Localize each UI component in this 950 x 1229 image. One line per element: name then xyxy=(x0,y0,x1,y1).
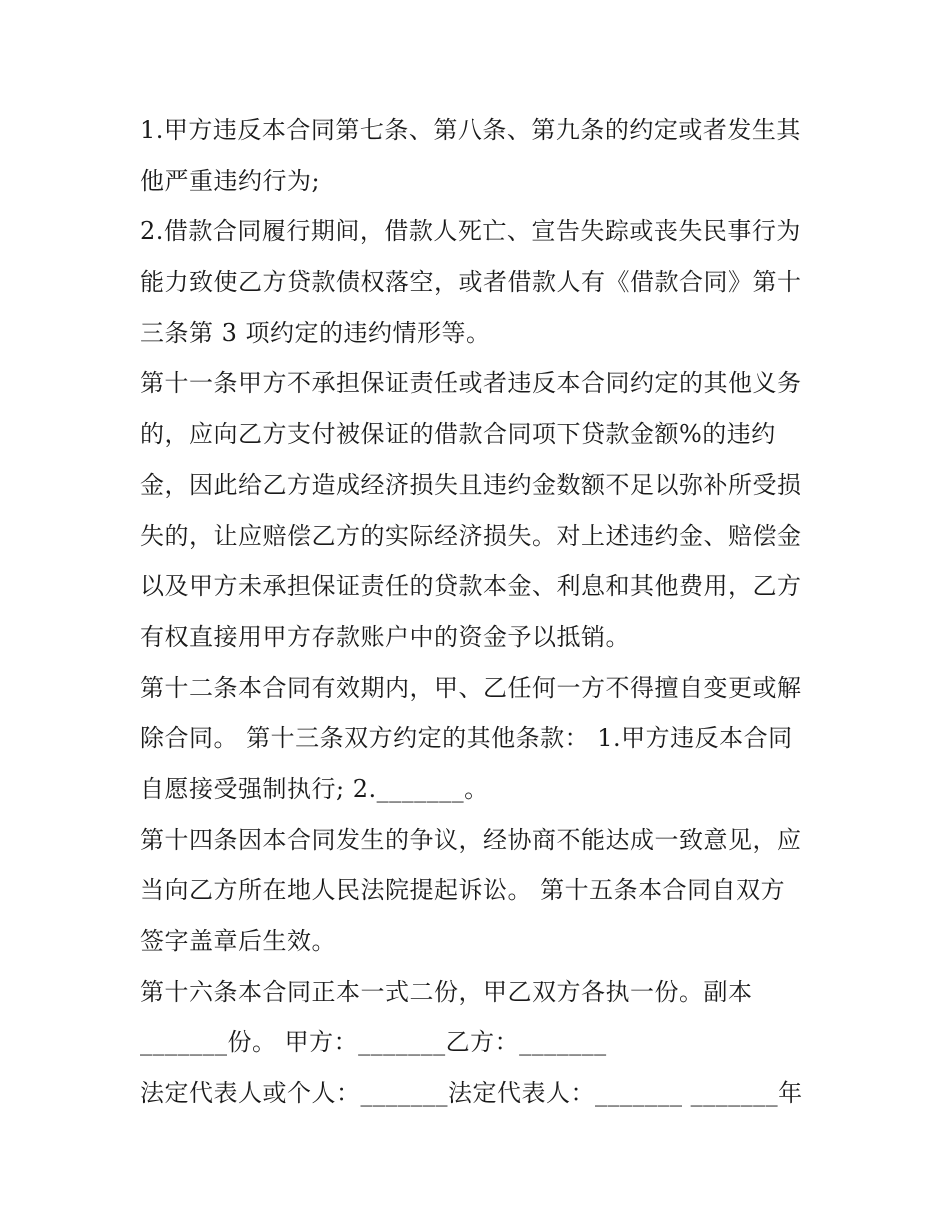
text-line: 金，因此给乙方造成经济损失且违约金数额不足以弥补所受损 xyxy=(140,470,802,499)
text-line: 第十六条本合同正本一式二份，甲乙双方各执一份。副本 xyxy=(140,977,753,1006)
text-line: 的，应向乙方支付被保证的借款合同项下贷款金额%的违约 xyxy=(140,420,776,449)
text-line: _______份。 甲方：_______乙方：_______ xyxy=(140,1028,607,1057)
text-line: 三条第 3 项约定的违约情形等。 xyxy=(140,318,491,347)
text-line: 自愿接受强制执行; 2._______。 xyxy=(140,774,489,803)
text-line: 第十四条因本合同发生的争议，经协商不能达成一致意见，应 xyxy=(140,825,802,854)
text-line: 第十一条甲方不承担保证责任或者违反本合同约定的其他义务 xyxy=(140,369,802,398)
text-line: 失的，让应赔偿乙方的实际经济损失。对上述违约金、赔偿金 xyxy=(140,521,802,550)
text-line: 以及甲方未承担保证责任的贷款本金、利息和其他费用，乙方 xyxy=(140,572,802,601)
text-line: 1.甲方违反本合同第七条、第八条、第九条的约定或者发生其 xyxy=(140,116,801,144)
text-line: 当向乙方所在地人民法院提起诉讼。 第十五条本合同自双方 xyxy=(140,876,786,905)
text-line: 他严重违约行为; xyxy=(140,166,321,195)
text-line: 签字盖章后生效。 xyxy=(140,927,336,955)
text-line: 除合同。 第十三条双方约定的其他条款： 1.甲方违反本合同 xyxy=(140,724,793,753)
text-line: 法定代表人或个人：_______法定代表人：_______ _______年 xyxy=(140,1079,803,1108)
text-line: 能力致使乙方贷款债权落空，或者借款人有《借款合同》第十 xyxy=(140,268,802,297)
contract-text-body xyxy=(140,105,820,1119)
text-line: 第十二条本合同有效期内，甲、乙任何一方不得擅自变更或解 xyxy=(140,673,802,702)
text-line: 2.借款合同履行期间，借款人死亡、宣告失踪或丧失民事行为 xyxy=(140,217,801,246)
text-line: 有权直接用甲方存款账户中的资金予以抵销。 xyxy=(140,622,630,651)
